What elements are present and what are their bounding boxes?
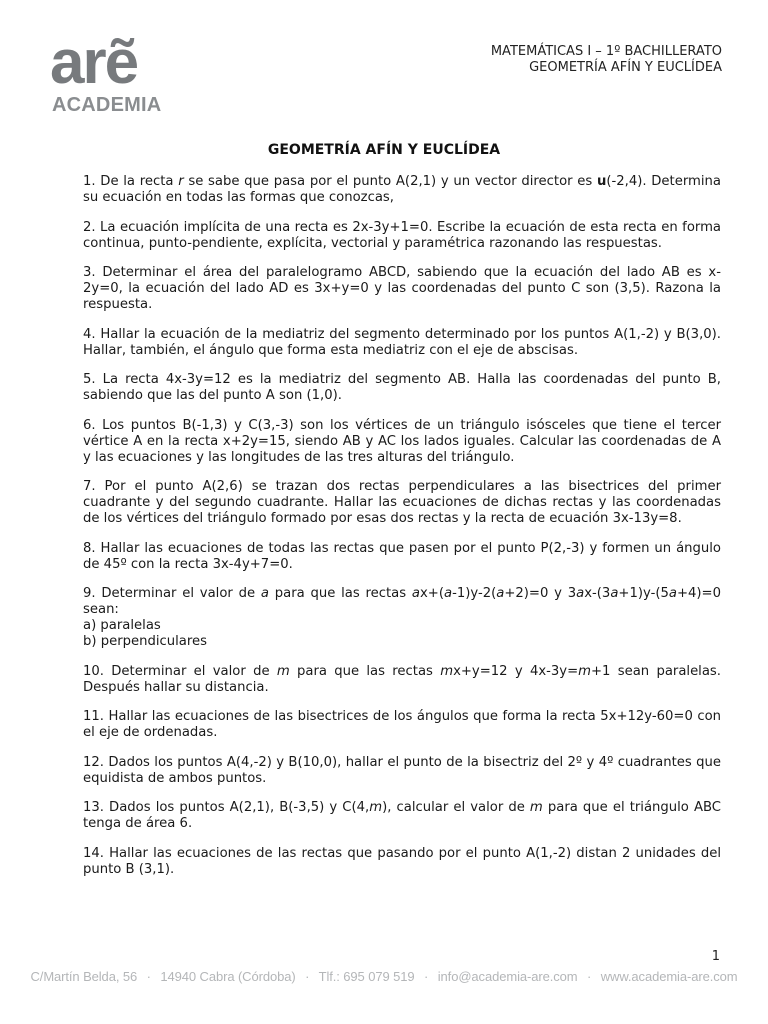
footer-address: C/Martín Belda, 56 <box>30 969 138 984</box>
problem-item: 11. Hallar las ecuaciones de las bisectrices de los ángulos que forma la recta 5x+12y-60=0 con el eje de ordenadas. <box>83 709 721 740</box>
footer-separator: · <box>587 969 592 984</box>
footer-separator: · <box>146 969 151 984</box>
problem-item: 12. Dados los puntos A(4,-2) y B(10,0), hallar el punto de la bisectriz del 2º y 4º cuadrantes que equidista de ambos puntos. <box>83 754 721 786</box>
problem-item: 7. Por el punto A(2,6) se trazan dos rectas perpendiculares a las bisectrices del primer cuadrante y del segundo cuadrante. Hallar las ecuaciones de dichas rectas y las coordenadas de los vértices del triángulo formado por esas dos rectas y la recta de ecuación 3x-13y=8. <box>83 479 721 526</box>
footer-city: 14940 Cabra (Córdoba) <box>160 969 296 984</box>
problem-item: 5. La recta 4x-3y=12 es la mediatriz del segmento AB. Halla las coordenadas del punto B, sabiendo que las del punto A son (1,0). <box>83 372 721 403</box>
document-header <box>491 44 722 76</box>
problem-item: 9. Determinar el valor de a para que las rectas ax+(a-1)y-2(a+2)=0 y 3ax-(3a+1)y-(5a+4)=0 sean: a) paralelas b) perpendiculares <box>83 586 721 649</box>
problem-item: 10. Determinar el valor de m para que las rectas mx+y=12 y 4x-3y=m+1 sean paralelas. Después hallar su distancia. <box>83 663 721 695</box>
problem-list <box>83 174 721 891</box>
problem-item: 3. Determinar el área del paralelogramo ABCD, sabiendo que la ecuación del lado AB es x-2y=0, la ecuación del lado AD es 3x+y=0 y las coordenadas del punto C son (3,5). Razona la respuesta. <box>83 265 721 312</box>
footer-website: www.academia-are.com <box>600 969 738 984</box>
header-topic: GEOMETRÍA AFÍN Y EUCLÍDEA <box>529 60 722 75</box>
page-footer <box>0 968 768 986</box>
problem-item: 13. Dados los puntos A(2,1), B(-3,5) y C(4,m), calcular el valor de m para que el triángulo ABC tenga de área 6. <box>83 800 721 831</box>
header-course: MATEMÁTICAS I – 1º BACHILLERATO <box>490 44 722 59</box>
problem-item: 4. Hallar la ecuación de la mediatriz del segmento determinado por los puntos A(1,-2) y B(3,0). Hallar, también, el ángulo que forma esta mediatriz con el eje de abscisas. <box>83 326 721 358</box>
footer-email: info@academia-are.com <box>437 969 578 984</box>
problem-item: 14. Hallar las ecuaciones de las rectas que pasando por el punto A(1,-2) distan 2 unidades del punto B (3,1). <box>83 845 721 877</box>
footer-separator: · <box>424 969 429 984</box>
footer-phone: Tlf.: 695 079 519 <box>318 969 415 984</box>
problem-item: 2. La ecuación implícita de una recta es 2x-3y+1=0. Escribe la ecuación de esta recta en forma continua, punto-pendiente, explícita, vectorial y paramétrica razonando las respuestas. <box>83 219 721 251</box>
page-number: 1 <box>711 949 720 964</box>
problem-item: 6. Los puntos B(-1,3) y C(3,-3) son los vértices de un triángulo isósceles que tiene el tercer vértice A en la recta x+2y=15, siendo AB y AC los lados iguales. Calcular las coordenadas de A y las ecuaciones y las longitudes de las tres alturas del triángulo. <box>83 417 721 465</box>
academy-logo <box>50 30 170 120</box>
logo-wordmark: arẽ <box>50 28 138 97</box>
problem-item: 1. De la recta r se sabe que pasa por el punto A(2,1) y un vector director es u(-2,4). Determina su ecuación en todas las formas que conozcas, <box>83 174 721 205</box>
page-title: GEOMETRÍA AFÍN Y EUCLÍDEA <box>267 142 501 158</box>
logo-subtitle: ACADEMIA <box>52 94 162 116</box>
problem-item: 8. Hallar las ecuaciones de todas las rectas que pasen por el punto P(2,-3) y formen un ángulo de 45º con la recta 3x-4y+7=0. <box>83 540 721 572</box>
footer-separator: · <box>305 969 310 984</box>
